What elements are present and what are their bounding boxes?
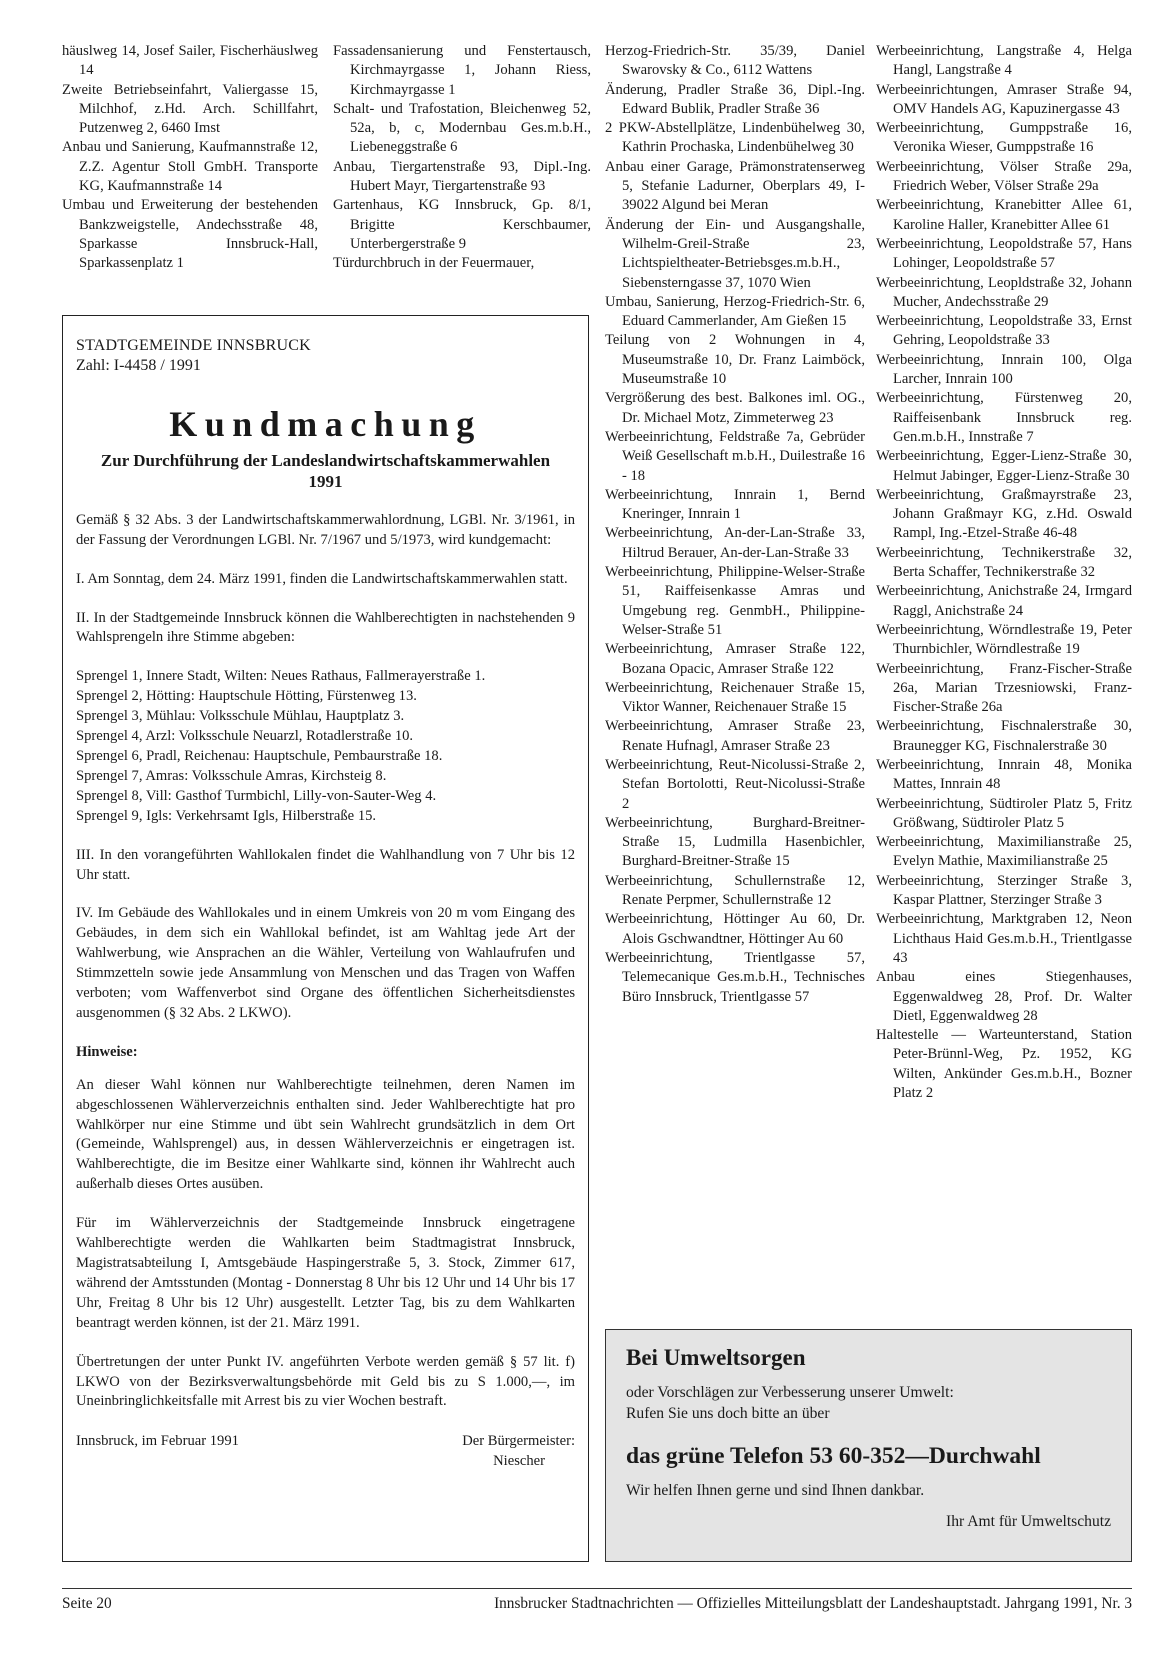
list-item: Schalt- und Trafostation, Bleichenweg 52, 52a, b, c, Modernbau Ges.m.b.H., Liebeneggstraße 6 [333,100,591,156]
list-item: Werbeeinrichtung, Maximilianstraße 25, Evelyn Mathie, Maximilianstraße 25 [876,834,1132,870]
list-item: Werbeeinrichtung, Graßmayrstraße 23, Johann Graßmayr KG, z.Hd. Oswald Rampl, Ing.-Etzel-Straße 46-48 [876,486,1132,542]
list-item: Umbau und Erweiterung der bestehenden Bankzweigstelle, Andechsstraße 48, Sparkasse Innsbruck-Hall, Sparkassenplatz 1 [62,197,318,272]
sprengel-item: Sprengel 6, Pradl, Reichenau: Hauptschule, Pembaurstraße 18. [76,747,443,764]
sprengel-item: Sprengel 8, Vill: Gasthof Turmbichl, Lilly-von-Sauter-Weg 4. [76,787,437,804]
signer [462,1432,575,1472]
list-item: Werbeeinrichtung, Leopoldstraße 33, Ernst Gehring, Leopoldstraße 33 [876,313,1132,349]
notice-organization: STADTGEMEINDE INNSBRUCK [76,337,311,354]
notice-signature-block [76,1432,575,1472]
list-item: Werbeeinrichtung, Gumppstraße 16, Veronika Wieser, Gumppstraße 16 [876,120,1132,156]
list-item: Werbeeinrichtung, Leopldstraße 32, Johann Mucher, Andechsstraße 29 [876,274,1132,310]
notice-section-1: I. Am Sonntag, dem 24. März 1991, finden die Landwirtschaftskammerwahlen statt. [76,570,568,587]
list-item: Werbeeinrichtung, Völser Straße 29a, Friedrich Weber, Völser Straße 29a [876,158,1132,195]
list-item: 2 PKW-Abstellplätze, Lindenbühelweg 30, Kathrin Prochaska, Lindenbühelweg 30 [605,120,865,156]
umwelt-signature: Ihr Amt für Umweltschutz [946,1513,1111,1530]
list-item: Herzog-Friedrich-Str. 35/39, Daniel Swarovsky & Co., 6112 Wattens [605,43,865,79]
list-item: Werbeeinrichtung, Innrain 100, Olga Larcher, Innrain 100 [876,351,1132,388]
list-item: Werbeeinrichtung, Schullernstraße 12, Renate Perpmer, Schullernstraße 12 [605,872,865,909]
umwelt-text: Wir helfen Ihnen gerne und sind Ihnen dankbar. [626,1482,925,1499]
umwelt-hotline-box [605,1329,1132,1562]
hinweis-paragraph: Für im Wählerverzeichnis der Stadtgemeinde Innsbruck eingetragene Wahlberechtigte werden die Wahlkarten beim Stadtmagistrat Innsbruck, Magistratsabteilung I, Amtsgebäude Haspingerstraße 5, 3. Stock, Zimmer 617, während der Amtsstunden (Montag - Donnerstag 8 Uhr bis 12 Uhr und 14 Uhr bis 17 Uhr, Freitag 8 Uhr bis 12 Uhr) ausgestellt. Letzter Tag, bis zu dem Wahlkarten beantragt werden können, ist der 21. März 1991. [76,1215,575,1331]
list-item: Werbeeinrichtung, Wörndlestraße 19, Peter Thurnbichler, Wörndlestraße 19 [876,621,1132,658]
list-item: Zweite Betriebseinfahrt, Valiergasse 15, Milchhof, z.Hd. Arch. Schillfahrt, Putzenweg 2, 6460 Imst [62,81,318,137]
list-item: Anbau und Sanierung, Kaufmannstraße 12, Z.Z. Agentur Stoll GmbH. Transporte KG, Kaufmannstraße 14 [62,139,318,195]
sprengel-list [76,667,575,826]
list-item: Werbeeinrichtung, Anichstraße 24, Irmgard Raggl, Anichstraße 24 [876,583,1132,619]
list-item: Teilung von 2 Wohnungen in 4, Museumstraße 10, Dr. Franz Laimböck, Museumstraße 10 [605,332,865,388]
list-item: Werbeeinrichtung, An-der-Lan-Straße 33, Hiltrud Berauer, An-der-Lan-Straße 33 [605,525,865,561]
notice-title: Kundmachung [169,403,482,444]
list-item: Fassadensanierung und Fenstertausch, Kirchmayrgasse 1, Johann Riess, Kirchmayrgasse 1 [333,43,591,98]
notice-section-4: IV. Im Gebäude des Wahllokales und in einem Umkreis von 20 m vom Eingang des Gebäudes, in dem sich ein Wahllokal befindet, ist am Wahltag jede Art der Wahlwerbung, wie Ansprachen an die Wähler, Verteilung von Wahlaufrufen und Stimmzetteln sowie jede Ansammlung von Menschen und das Tragen von Waffen verboten; vom Waffenverbot sind Organe des öffentlichen Sicherheitsdienstes ausgenommen (§ 32 Abs. 2 LKWO). [76,905,575,1021]
page-number: Seite 20 [62,1595,112,1612]
signer-title: Der Bürgermeister: [462,1433,575,1450]
sprengel-item: Sprengel 4, Arzl: Volksschule Neuarzl, Rotadlerstraße 10. [76,728,414,745]
sprengel-item: Sprengel 2, Hötting: Hauptschule Hötting, Fürstenweg 13. [76,688,417,705]
list-item: Werbeeinrichtung, Amraser Straße 23, Renate Hufnagl, Amraser Straße 23 [605,718,865,754]
list-item: Werbeeinrichtung, Amraser Straße 122, Bozana Opacic, Amraser Straße 122 [605,641,865,677]
notice-section-2: II. In der Stadtgemeinde Innsbruck können die Wahlberechtigten in nachstehenden 9 Wahlsprengeln ihre Stimme abgeben: [76,609,575,646]
list-item: Werbeeinrichtung, Innrain 1, Bernd Kneringer, Innrain 1 [605,486,865,523]
list-item: Werbeeinrichtung, Reichenauer Straße 15, Viktor Wanner, Reichenauer Straße 15 [605,679,865,716]
list-item: Werbeeinrichtung, Fürstenweg 20, Raiffeisenbank Innsbruck reg. Gen.m.b.H., Innstraße 7 [876,390,1132,445]
list-item: Werbeeinrichtung, Langstraße 4, Helga Hangl, Langstraße 4 [876,43,1132,79]
column-2 [333,42,591,274]
list-item: Anbau, Tiergartenstraße 93, Dipl.-Ing. Hubert Mayr, Tiergartenstraße 93 [333,158,591,195]
signer-name: Niescher [493,1453,545,1470]
list-item: Werbeeinrichtung, Innrain 48, Monika Mattes, Innrain 48 [876,756,1132,793]
sprengel-item: Sprengel 3, Mühlau: Volksschule Mühlau, Hauptplatz 3. [76,708,405,725]
list-item: Werbeeinrichtung, Marktgraben 12, Neon Lichthaus Haid Ges.m.b.H., Trientlgasse 43 [876,911,1132,966]
sprengel-item: Sprengel 9, Igls: Verkehrsamt Igls, Hilberstraße 15. [76,807,377,824]
list-item: Werbeeinrichtung, Leopoldstraße 57, Hans Lohinger, Leopoldstraße 57 [876,235,1132,272]
sprengel-item: Sprengel 1, Innere Stadt, Wilten: Neues Rathaus, Fallmerayerstraße 1. [76,668,486,685]
page-footer [62,1588,1132,1614]
notice-reference-number: Zahl: I-4458 / 1991 [76,356,201,374]
list-item: Anbau einer Garage, Prämonstratenserweg 5, Stefanie Ladurner, Oberplars 49, I-39022 Algund bei Meran [605,158,865,214]
list-item: Anbau eines Stiegenhauses, Eggenwaldweg 28, Prof. Dr. Walter Dietl, Eggenwaldweg 28 [876,969,1132,1024]
list-item: Werbeeinrichtung, Burghard-Breitner-Straße 15, Ludmilla Hasenbichler, Burghard-Breitner-Straße 15 [605,814,865,870]
list-item: Werbeeinrichtung, Feldstraße 7a, Gebrüder Weiß Gesellschaft m.b.H., Duilestraße 16 - 18 [605,428,865,484]
column-1 [62,42,318,274]
list-item: Werbeeinrichtung, Trientlgasse 57, Telemecanique Ges.m.b.H., Technisches Büro Innsbruck, Trientlgasse 57 [605,949,865,1005]
list-item: Umbau, Sanierung, Herzog-Friedrich-Str. 6, Eduard Cammerlander, Am Gießen 15 [605,293,865,330]
list-item: Werbeeinrichtung, Reut-Nicolussi-Straße 2, Stefan Bortolotti, Reut-Nicolussi-Straße 2 [605,756,865,812]
umwelt-phone: das grüne Telefon 53 60-352—Durchwahl [626,1443,1041,1469]
list-item: Werbeeinrichtung, Egger-Lienz-Straße 30, Helmut Jabinger, Egger-Lienz-Straße 30 [876,448,1132,484]
publication-line: Innsbrucker Stadtnachrichten — Offizielles Mitteilungsblatt der Landeshauptstadt. Jahrgang 1991, Nr. 3 [494,1595,1132,1612]
list-item: Werbeeinrichtung, Südtiroler Platz 5, Fritz Größwang, Südtiroler Platz 5 [876,795,1132,831]
column-3 [605,42,865,1007]
list-item: Gartenhaus, KG Innsbruck, Gp. 8/1, Brigitte Kerschbaumer, Unterbergerstraße 9 [333,197,591,252]
place-date: Innsbruck, im Februar 1991 [76,1433,239,1450]
list-item: Werbeeinrichtung, Philippine-Welser-Straße 51, Raiffeisenkasse Amras und Umgebung reg. GenmbH., Philippine-Welser-Straße 51 [605,564,865,638]
hinweise-heading: Hinweise: [76,1043,138,1060]
list-item: Werbeeinrichtung, Fischnalerstraße 30, Braunegger KG, Fischnalerstraße 30 [876,718,1132,754]
umwelt-text: Rufen Sie uns doch bitte an über [626,1405,830,1422]
hinweis-paragraph: An dieser Wahl können nur Wahlberechtigte teilnehmen, deren Namen im abgeschlossenen Wählerverzeichnis enthalten sind. Jeder Wahlberechtigte hat pro Wahlkörper nur eine Stimme und übt sein Wahlrecht grundsätzlich in dem Ort (Gemeinde, Wahlsprengel) aus, in dessen Wählerverzeichnis er eingetragen ist. Wahlberechtigte, die im Besitze einer Wahlkarte sind, können ihr Wahlrecht auch außerhalb dieses Ortes ausüben. [76,1076,575,1193]
notice-section-3: III. In den vorangeführten Wahllokalen findet die Wahlhandlung von 7 Uhr bis 12 Uhr statt. [76,846,575,883]
notice-subtitle: Zur Durchführung der Landeslandwirtschaftskammerwahlen 1991 [100,450,551,491]
list-item: Vergrößerung des best. Balkones iml. OG., Dr. Michael Motz, Zimmeterweg 23 [605,390,865,426]
list-item: Türdurchbruch in der Feuermauer, [333,255,535,272]
list-item: Werbeeinrichtung, Technikerstraße 32, Berta Schaffer, Technikerstraße 32 [876,544,1132,581]
list-item: Werbeeinrichtung, Sterzinger Straße 3, Kaspar Plattner, Sterzinger Straße 3 [876,872,1132,909]
list-item: Änderung, Pradler Straße 36, Dipl.-Ing. Edward Bublik, Pradler Straße 36 [605,81,865,117]
hinweis-paragraph: Übertretungen der unter Punkt IV. angeführten Verbote werden gemäß § 57 lit. f) LKWO von der Bezirksverwaltungsbehörde mit Geld bis zu S 1.000,—, im Uneinbringlichkeitsfalle mit Arrest bis zu vier Wochen bestraft. [76,1353,575,1410]
umwelt-heading: Bei Umweltsorgen [626,1345,806,1370]
list-item: Werbeeinrichtungen, Amraser Straße 94, OMV Handels AG, Kapuzinergasse 43 [876,81,1132,117]
list-item: Änderung der Ein- und Ausgangshalle, Wilhelm-Greil-Straße 23, Lichtspieltheater-Betriebsges.m.b.H., Siebensterngasse 37, 1070 Wien [605,216,865,291]
list-item: Werbeeinrichtung, Höttinger Au 60, Dr. Alois Gschwandtner, Höttinger Au 60 [605,911,865,947]
list-item: häuslweg 14, Josef Sailer, Fischerhäuslweg 14 [62,43,318,79]
notice-intro: Gemäß § 32 Abs. 3 der Landwirtschaftskammerwahlordnung, LGBl. Nr. 3/1961, in der Fassung der Verordnungen LGBl. Nr. 7/1967 und 5/1973, wird kundgemacht: [76,511,575,548]
list-item: Haltestelle — Warteunterstand, Station Peter-Brünnl-Weg, Pz. 1952, KG Wilten, Ankünder Ges.m.b.H., Bozner Platz 2 [876,1027,1132,1102]
sprengel-item: Sprengel 7, Amras: Volksschule Amras, Kirchsteig 8. [76,767,387,784]
umwelt-text: oder Vorschlägen zur Verbesserung unserer Umwelt: [626,1384,954,1401]
column-4 [876,42,1132,1103]
kundmachung-notice [62,315,589,1562]
list-item: Werbeeinrichtung, Kranebitter Allee 61, Karoline Haller, Kranebitter Allee 61 [876,197,1132,233]
list-item: Werbeeinrichtung, Franz-Fischer-Straße 26a, Marian Trzesniowski, Franz-Fischer-Straße 26a [876,660,1132,716]
